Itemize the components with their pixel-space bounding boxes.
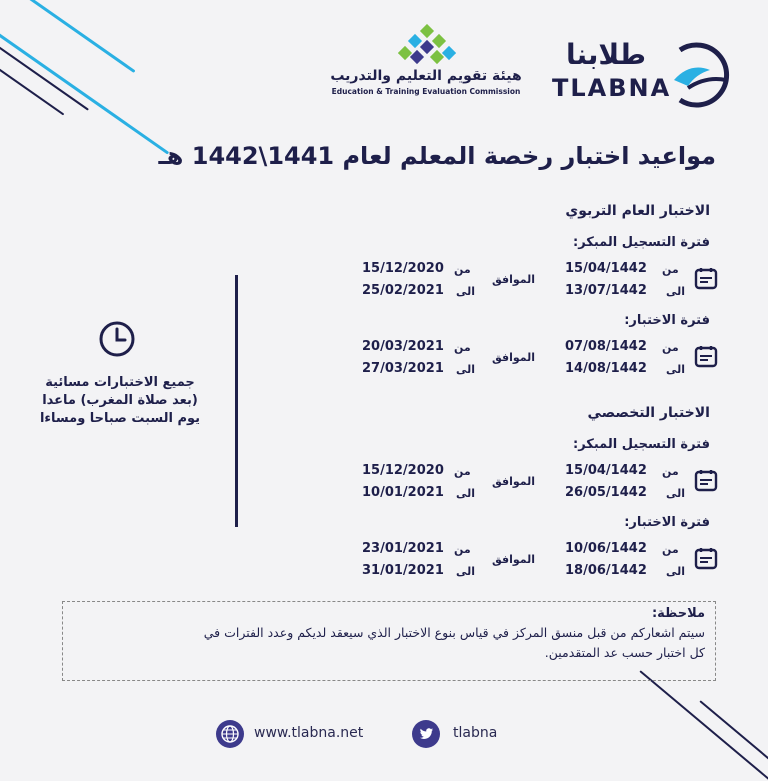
- hijri-from: 15/04/1442: [565, 261, 647, 276]
- etec-name-en: Education & Training Evaluation Commission: [331, 87, 521, 96]
- side-note-line: جميع الاختبارات مسائية: [45, 375, 195, 390]
- calendar-icon: [694, 266, 718, 290]
- greg-to: 10/01/2021: [362, 485, 444, 500]
- to-label: الى: [456, 487, 476, 500]
- etec-logo-icon: [398, 24, 456, 66]
- from-label: من: [662, 543, 679, 556]
- side-note-line: (بعد صلاة المغرب) ماعدا: [42, 393, 198, 408]
- side-note-line: يوم السبت صباحا ومساءا: [39, 411, 201, 426]
- calendar-icon: [694, 468, 718, 492]
- period-title: فترة الاختبار:: [624, 515, 710, 530]
- period-row: [340, 336, 730, 384]
- side-note: [14, 374, 226, 428]
- greg-to: 27/03/2021: [362, 361, 444, 376]
- greg-to: 25/02/2021: [362, 283, 444, 298]
- hijri-to: 13/07/1442: [565, 283, 647, 298]
- tlabna-logo-icon: [666, 40, 738, 110]
- hijri-to: 26/05/1442: [565, 485, 647, 500]
- from-label: من: [454, 341, 471, 354]
- to-label: الى: [666, 285, 686, 298]
- from-label: من: [662, 465, 679, 478]
- to-label: الى: [666, 565, 686, 578]
- greg-from: 20/03/2021: [362, 339, 444, 354]
- period-title: فترة الاختبار:: [624, 313, 710, 328]
- website-link[interactable]: www.tlabna.net: [254, 725, 364, 741]
- to-label: الى: [456, 565, 476, 578]
- note-box: [62, 601, 716, 681]
- note-line: كل اختبار حسب عد المتقدمين.: [544, 645, 705, 660]
- section-title: الاختبار التخصصي: [587, 405, 710, 421]
- twitter-icon: [412, 720, 440, 748]
- hijri-to: 18/06/1442: [565, 563, 647, 578]
- to-label: الى: [456, 285, 476, 298]
- etec-name-ar: هيئة تقويم التعليم والتدريب: [330, 68, 522, 84]
- section-title: الاختبار العام التربوي: [565, 203, 710, 219]
- greg-from: 15/12/2020: [362, 463, 444, 478]
- period-row: [340, 538, 730, 586]
- page-title: مواعيد اختبار رخصة المعلم لعام 1441\1442 هـ: [158, 142, 716, 170]
- from-label: من: [454, 263, 471, 276]
- corresponding-label: الموافق: [492, 273, 536, 286]
- tlabna-logo: [548, 40, 738, 110]
- from-label: من: [454, 543, 471, 556]
- tlabna-logo-arabic: طلابنا: [565, 38, 647, 71]
- calendar-icon: [694, 344, 718, 368]
- to-label: الى: [666, 363, 686, 376]
- note-line: سيتم اشعاركم من قبل منسق المركز في قياس بنوع الاختبار الذي سيعقد لديكم وعدد الفترات في: [203, 625, 705, 640]
- from-label: من: [662, 341, 679, 354]
- to-label: الى: [456, 363, 476, 376]
- from-label: من: [454, 465, 471, 478]
- hijri-to: 14/08/1442: [565, 361, 647, 376]
- footer: [0, 716, 768, 752]
- period-row: [340, 460, 730, 508]
- tlabna-logo-latin: TLABNA: [552, 74, 672, 102]
- period-row: [340, 258, 730, 306]
- corresponding-label: الموافق: [492, 553, 536, 566]
- hijri-from: 15/04/1442: [565, 463, 647, 478]
- twitter-handle[interactable]: tlabna: [453, 725, 498, 741]
- globe-icon: [216, 720, 244, 748]
- greg-to: 31/01/2021: [362, 563, 444, 578]
- to-label: الى: [666, 487, 686, 500]
- greg-from: 15/12/2020: [362, 261, 444, 276]
- corresponding-label: الموافق: [492, 351, 536, 364]
- greg-from: 23/01/2021: [362, 541, 444, 556]
- period-title: فترة التسجيل المبكر:: [573, 437, 710, 452]
- hijri-from: 10/06/1442: [565, 541, 647, 556]
- etec-logo: [326, 24, 526, 104]
- hijri-from: 07/08/1442: [565, 339, 647, 354]
- corresponding-label: الموافق: [492, 475, 536, 488]
- calendar-icon: [694, 546, 718, 570]
- note-heading: ملاحظة:: [651, 606, 705, 621]
- period-title: فترة التسجيل المبكر:: [573, 235, 710, 250]
- divider: [235, 275, 238, 527]
- clock-icon: [98, 320, 136, 358]
- from-label: من: [662, 263, 679, 276]
